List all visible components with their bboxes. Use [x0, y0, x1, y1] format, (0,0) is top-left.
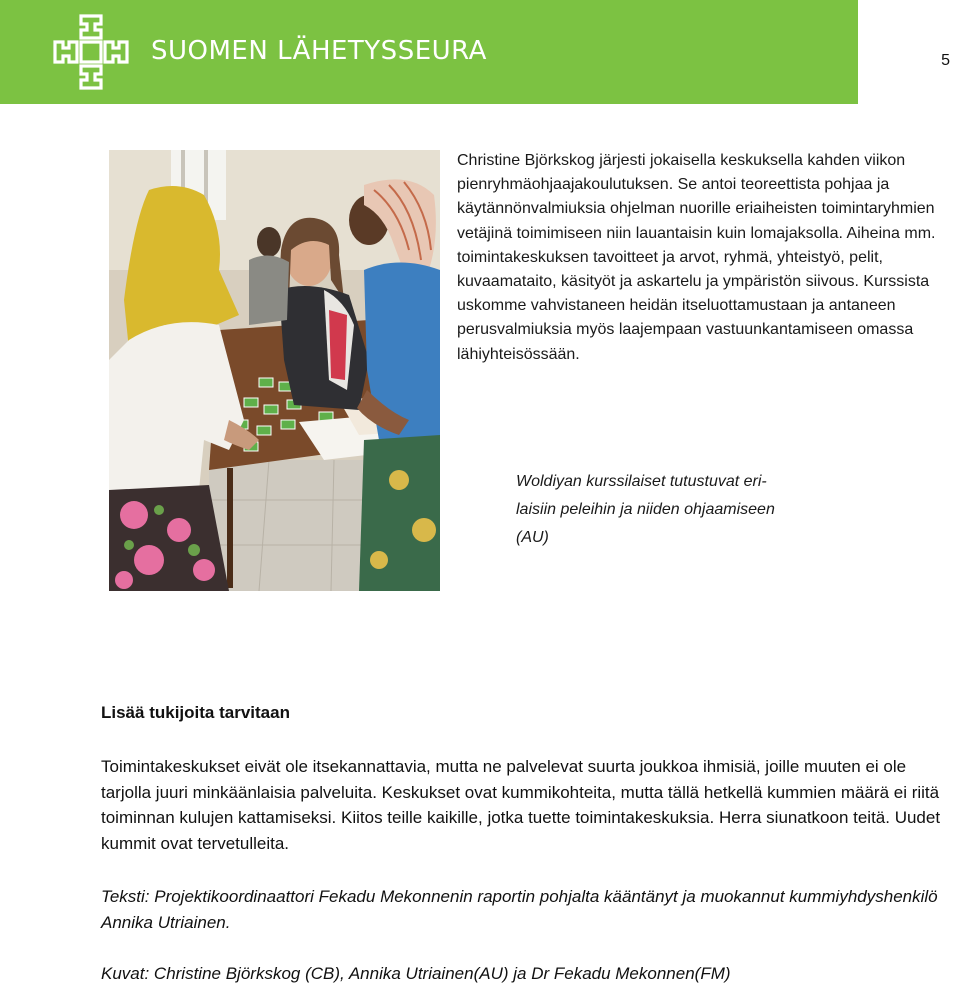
page-number: 5	[941, 52, 950, 69]
cross-logo-icon	[52, 13, 130, 91]
caption-line: laisiin peleihin ja niiden ohjaamiseen	[516, 501, 775, 518]
caption-line: Woldiyan kurssilaiset tutustuvat eri-	[516, 473, 767, 490]
org-name: SUOMEN LÄHETYSSEURA	[151, 36, 487, 66]
workshop-photo	[109, 150, 440, 591]
caption-line: (AU)	[516, 529, 549, 546]
photo-credits: Kuvat: Christine Björkskog (CB), Annika Utriainen(AU) ja Dr Fekadu Mekonnen(FM)	[101, 964, 731, 983]
intro-paragraph: Christine Björkskog järjesti jokaisella keskuksella kahden viikon pienryhmäohjaajakoulutuksen. Se antoi teoreettista pohjaa ja käytännönvalmiuksia ohjelman nuorille eriaiheisten toimintaryhmien vetäjinä toimimiseen niin lauantaisin kuin lomajaksolla. Aiheina mm. toimintakeskuksen tavoitteet ja arvot, ryhmä, yhteistyö, pelit, kuvaamataito, käsityöt ja askartelu ja ympäristön siivous. Kurssista uskomme vahvistaneen heidän itseluottamustaan ja antaneen perusvalmiuksia myös laajempaan vastuunkantamiseen omassa lähiyhteisössään.	[457, 152, 936, 363]
photo-caption	[516, 468, 816, 552]
header-band	[0, 0, 858, 104]
section-body: Toimintakeskukset eivät ole itsekannattavia, mutta ne palvelevat suurta joukkoa ihmisiä, joille muuten ei ole tarjolla juuri minkäänlaisia palveluita. Keskukset ovat kummikohteita, mutta tällä hetkellä kummien määrä ei riitä toiminnan kulujen kattamiseksi. Kiitos teille kaikille, jotka tuette toimintakeskuksia. Herra siunatkoon teitä. Uudet kummit ovat tervetulleita.	[101, 757, 941, 853]
section-heading: Lisää tukijoita tarvitaan	[101, 703, 290, 722]
author-note: Teksti: Projektikoordinaattori Fekadu Mekonnenin raportin pohjalta kääntänyt ja muokannut kummiyhdyshenkilö Annika Utriainen.	[101, 887, 938, 932]
